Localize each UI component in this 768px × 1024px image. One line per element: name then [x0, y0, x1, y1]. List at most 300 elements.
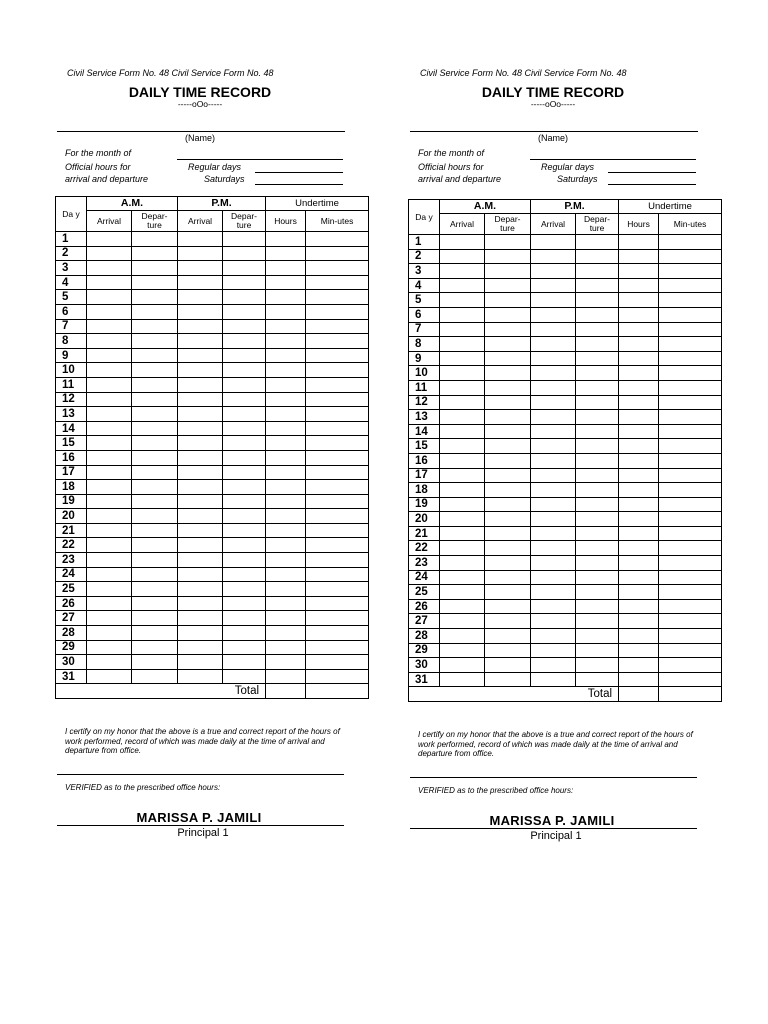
am-arrival-cell[interactable] — [440, 380, 485, 395]
am-departure-cell[interactable] — [132, 538, 178, 553]
am-departure-cell[interactable] — [485, 512, 531, 527]
am-arrival-cell[interactable] — [87, 523, 132, 538]
pm-arrival-cell[interactable] — [178, 523, 223, 538]
am-departure-cell[interactable] — [485, 453, 531, 468]
am-departure-cell[interactable] — [132, 611, 178, 626]
am-departure-cell[interactable] — [132, 377, 178, 392]
am-arrival-cell[interactable] — [87, 494, 132, 509]
am-departure-cell[interactable] — [132, 275, 178, 290]
undertime-hours-cell[interactable] — [619, 235, 659, 250]
undertime-hours-cell[interactable] — [266, 348, 306, 363]
pm-arrival-cell[interactable] — [531, 629, 576, 644]
am-departure-cell[interactable] — [132, 596, 178, 611]
undertime-minutes-cell[interactable] — [659, 541, 722, 556]
undertime-minutes-cell[interactable] — [659, 468, 722, 483]
am-arrival-cell[interactable] — [440, 249, 485, 264]
am-arrival-cell[interactable] — [87, 450, 132, 465]
undertime-minutes-cell[interactable] — [306, 582, 369, 597]
undertime-minutes-cell[interactable] — [306, 465, 369, 480]
am-departure-cell[interactable] — [132, 582, 178, 597]
undertime-minutes-cell[interactable] — [306, 567, 369, 582]
undertime-minutes-cell[interactable] — [306, 626, 369, 641]
am-departure-cell[interactable] — [485, 410, 531, 425]
am-arrival-cell[interactable] — [440, 235, 485, 250]
am-departure-cell[interactable] — [485, 497, 531, 512]
regular-days-field[interactable] — [608, 172, 696, 173]
undertime-hours-cell[interactable] — [266, 377, 306, 392]
pm-departure-cell[interactable] — [576, 585, 619, 600]
undertime-minutes-cell[interactable] — [659, 307, 722, 322]
undertime-minutes-cell[interactable] — [306, 421, 369, 436]
am-arrival-cell[interactable] — [440, 351, 485, 366]
undertime-hours-cell[interactable] — [619, 322, 659, 337]
am-departure-cell[interactable] — [132, 392, 178, 407]
pm-departure-cell[interactable] — [223, 611, 266, 626]
am-arrival-cell[interactable] — [87, 655, 132, 670]
pm-departure-cell[interactable] — [223, 436, 266, 451]
pm-arrival-cell[interactable] — [178, 304, 223, 319]
undertime-hours-cell[interactable] — [266, 509, 306, 524]
pm-arrival-cell[interactable] — [531, 468, 576, 483]
am-departure-cell[interactable] — [132, 450, 178, 465]
pm-departure-cell[interactable] — [576, 293, 619, 308]
undertime-hours-cell[interactable] — [266, 334, 306, 349]
undertime-minutes-cell[interactable] — [306, 319, 369, 334]
undertime-minutes-cell[interactable] — [659, 351, 722, 366]
undertime-hours-cell[interactable] — [619, 307, 659, 322]
undertime-minutes-cell[interactable] — [659, 424, 722, 439]
undertime-hours-cell[interactable] — [619, 468, 659, 483]
total-minutes-cell[interactable] — [306, 684, 369, 699]
undertime-hours-cell[interactable] — [619, 439, 659, 454]
undertime-hours-cell[interactable] — [619, 585, 659, 600]
am-arrival-cell[interactable] — [87, 392, 132, 407]
pm-departure-cell[interactable] — [576, 541, 619, 556]
am-arrival-cell[interactable] — [440, 643, 485, 658]
undertime-minutes-cell[interactable] — [306, 275, 369, 290]
undertime-hours-cell[interactable] — [266, 261, 306, 276]
am-arrival-cell[interactable] — [87, 377, 132, 392]
am-arrival-cell[interactable] — [87, 319, 132, 334]
undertime-minutes-cell[interactable] — [306, 611, 369, 626]
pm-arrival-cell[interactable] — [178, 465, 223, 480]
am-arrival-cell[interactable] — [87, 232, 132, 247]
pm-departure-cell[interactable] — [576, 570, 619, 585]
undertime-hours-cell[interactable] — [619, 337, 659, 352]
pm-departure-cell[interactable] — [223, 450, 266, 465]
am-departure-cell[interactable] — [485, 249, 531, 264]
am-departure-cell[interactable] — [132, 363, 178, 378]
am-arrival-cell[interactable] — [87, 538, 132, 553]
pm-departure-cell[interactable] — [223, 319, 266, 334]
pm-departure-cell[interactable] — [576, 614, 619, 629]
pm-arrival-cell[interactable] — [531, 570, 576, 585]
am-arrival-cell[interactable] — [87, 582, 132, 597]
pm-arrival-cell[interactable] — [531, 599, 576, 614]
am-departure-cell[interactable] — [485, 351, 531, 366]
pm-arrival-cell[interactable] — [531, 337, 576, 352]
am-arrival-cell[interactable] — [87, 567, 132, 582]
total-hours-cell[interactable] — [619, 687, 659, 702]
am-departure-cell[interactable] — [485, 570, 531, 585]
am-arrival-cell[interactable] — [440, 585, 485, 600]
pm-arrival-cell[interactable] — [178, 363, 223, 378]
am-departure-cell[interactable] — [132, 465, 178, 480]
undertime-hours-cell[interactable] — [266, 363, 306, 378]
pm-arrival-cell[interactable] — [531, 512, 576, 527]
pm-departure-cell[interactable] — [223, 669, 266, 684]
am-departure-cell[interactable] — [132, 640, 178, 655]
pm-departure-cell[interactable] — [576, 672, 619, 687]
pm-departure-cell[interactable] — [576, 643, 619, 658]
am-departure-cell[interactable] — [485, 380, 531, 395]
pm-arrival-cell[interactable] — [178, 319, 223, 334]
am-arrival-cell[interactable] — [87, 246, 132, 261]
pm-arrival-cell[interactable] — [531, 235, 576, 250]
undertime-minutes-cell[interactable] — [306, 407, 369, 422]
undertime-minutes-cell[interactable] — [306, 553, 369, 568]
am-departure-cell[interactable] — [132, 655, 178, 670]
pm-departure-cell[interactable] — [223, 421, 266, 436]
undertime-hours-cell[interactable] — [619, 366, 659, 381]
undertime-minutes-cell[interactable] — [659, 235, 722, 250]
pm-arrival-cell[interactable] — [178, 232, 223, 247]
undertime-minutes-cell[interactable] — [306, 596, 369, 611]
pm-arrival-cell[interactable] — [178, 494, 223, 509]
undertime-minutes-cell[interactable] — [659, 497, 722, 512]
pm-departure-cell[interactable] — [223, 509, 266, 524]
employee-signature-line[interactable] — [57, 774, 344, 775]
am-arrival-cell[interactable] — [87, 480, 132, 495]
am-arrival-cell[interactable] — [440, 293, 485, 308]
undertime-hours-cell[interactable] — [266, 596, 306, 611]
undertime-minutes-cell[interactable] — [306, 392, 369, 407]
name-field[interactable] — [57, 131, 345, 132]
undertime-hours-cell[interactable] — [266, 640, 306, 655]
undertime-minutes-cell[interactable] — [306, 480, 369, 495]
undertime-hours-cell[interactable] — [619, 351, 659, 366]
pm-arrival-cell[interactable] — [531, 307, 576, 322]
pm-arrival-cell[interactable] — [178, 334, 223, 349]
am-arrival-cell[interactable] — [440, 322, 485, 337]
undertime-hours-cell[interactable] — [266, 436, 306, 451]
undertime-minutes-cell[interactable] — [659, 395, 722, 410]
undertime-hours-cell[interactable] — [619, 614, 659, 629]
pm-arrival-cell[interactable] — [531, 614, 576, 629]
pm-departure-cell[interactable] — [576, 249, 619, 264]
pm-arrival-cell[interactable] — [531, 249, 576, 264]
undertime-hours-cell[interactable] — [619, 497, 659, 512]
pm-departure-cell[interactable] — [576, 278, 619, 293]
pm-arrival-cell[interactable] — [531, 264, 576, 279]
undertime-hours-cell[interactable] — [619, 380, 659, 395]
undertime-minutes-cell[interactable] — [659, 483, 722, 498]
undertime-hours-cell[interactable] — [619, 395, 659, 410]
undertime-hours-cell[interactable] — [619, 526, 659, 541]
am-arrival-cell[interactable] — [87, 407, 132, 422]
undertime-hours-cell[interactable] — [266, 450, 306, 465]
undertime-minutes-cell[interactable] — [659, 672, 722, 687]
am-departure-cell[interactable] — [132, 523, 178, 538]
undertime-hours-cell[interactable] — [266, 319, 306, 334]
pm-departure-cell[interactable] — [223, 377, 266, 392]
undertime-minutes-cell[interactable] — [306, 363, 369, 378]
undertime-minutes-cell[interactable] — [659, 264, 722, 279]
pm-departure-cell[interactable] — [223, 334, 266, 349]
am-departure-cell[interactable] — [132, 348, 178, 363]
pm-departure-cell[interactable] — [576, 658, 619, 673]
pm-departure-cell[interactable] — [223, 494, 266, 509]
am-departure-cell[interactable] — [485, 672, 531, 687]
am-departure-cell[interactable] — [485, 264, 531, 279]
undertime-hours-cell[interactable] — [619, 264, 659, 279]
am-departure-cell[interactable] — [485, 366, 531, 381]
am-departure-cell[interactable] — [132, 480, 178, 495]
pm-departure-cell[interactable] — [223, 407, 266, 422]
am-arrival-cell[interactable] — [440, 512, 485, 527]
am-arrival-cell[interactable] — [440, 468, 485, 483]
am-arrival-cell[interactable] — [440, 570, 485, 585]
am-arrival-cell[interactable] — [440, 337, 485, 352]
am-departure-cell[interactable] — [132, 304, 178, 319]
am-departure-cell[interactable] — [132, 436, 178, 451]
am-departure-cell[interactable] — [485, 424, 531, 439]
am-arrival-cell[interactable] — [87, 596, 132, 611]
pm-arrival-cell[interactable] — [531, 293, 576, 308]
pm-departure-cell[interactable] — [223, 553, 266, 568]
am-arrival-cell[interactable] — [440, 307, 485, 322]
regular-days-field[interactable] — [255, 172, 343, 173]
pm-arrival-cell[interactable] — [531, 453, 576, 468]
undertime-hours-cell[interactable] — [266, 553, 306, 568]
undertime-minutes-cell[interactable] — [306, 348, 369, 363]
undertime-hours-cell[interactable] — [266, 480, 306, 495]
pm-departure-cell[interactable] — [576, 337, 619, 352]
pm-departure-cell[interactable] — [223, 465, 266, 480]
undertime-minutes-cell[interactable] — [659, 337, 722, 352]
undertime-minutes-cell[interactable] — [306, 523, 369, 538]
pm-arrival-cell[interactable] — [178, 261, 223, 276]
pm-arrival-cell[interactable] — [531, 424, 576, 439]
undertime-minutes-cell[interactable] — [659, 366, 722, 381]
am-departure-cell[interactable] — [132, 494, 178, 509]
am-arrival-cell[interactable] — [440, 424, 485, 439]
pm-departure-cell[interactable] — [576, 380, 619, 395]
am-arrival-cell[interactable] — [87, 553, 132, 568]
pm-departure-cell[interactable] — [223, 567, 266, 582]
pm-departure-cell[interactable] — [223, 275, 266, 290]
pm-departure-cell[interactable] — [576, 410, 619, 425]
am-departure-cell[interactable] — [485, 307, 531, 322]
pm-departure-cell[interactable] — [576, 235, 619, 250]
am-arrival-cell[interactable] — [440, 366, 485, 381]
undertime-hours-cell[interactable] — [619, 424, 659, 439]
am-arrival-cell[interactable] — [87, 421, 132, 436]
undertime-hours-cell[interactable] — [266, 290, 306, 305]
undertime-minutes-cell[interactable] — [306, 669, 369, 684]
am-departure-cell[interactable] — [132, 567, 178, 582]
undertime-hours-cell[interactable] — [619, 599, 659, 614]
undertime-minutes-cell[interactable] — [659, 293, 722, 308]
am-arrival-cell[interactable] — [440, 278, 485, 293]
undertime-hours-cell[interactable] — [619, 629, 659, 644]
pm-arrival-cell[interactable] — [531, 410, 576, 425]
undertime-hours-cell[interactable] — [619, 278, 659, 293]
pm-departure-cell[interactable] — [223, 363, 266, 378]
undertime-minutes-cell[interactable] — [659, 380, 722, 395]
undertime-minutes-cell[interactable] — [659, 556, 722, 571]
undertime-minutes-cell[interactable] — [306, 246, 369, 261]
am-arrival-cell[interactable] — [440, 483, 485, 498]
pm-arrival-cell[interactable] — [531, 643, 576, 658]
pm-departure-cell[interactable] — [223, 523, 266, 538]
am-departure-cell[interactable] — [132, 626, 178, 641]
pm-departure-cell[interactable] — [223, 348, 266, 363]
undertime-hours-cell[interactable] — [619, 541, 659, 556]
undertime-minutes-cell[interactable] — [306, 436, 369, 451]
undertime-hours-cell[interactable] — [266, 421, 306, 436]
pm-arrival-cell[interactable] — [178, 480, 223, 495]
undertime-hours-cell[interactable] — [619, 643, 659, 658]
undertime-hours-cell[interactable] — [266, 392, 306, 407]
am-departure-cell[interactable] — [485, 322, 531, 337]
am-departure-cell[interactable] — [485, 658, 531, 673]
pm-arrival-cell[interactable] — [531, 556, 576, 571]
undertime-hours-cell[interactable] — [266, 232, 306, 247]
am-departure-cell[interactable] — [485, 278, 531, 293]
total-minutes-cell[interactable] — [659, 687, 722, 702]
undertime-hours-cell[interactable] — [266, 407, 306, 422]
pm-arrival-cell[interactable] — [531, 672, 576, 687]
am-arrival-cell[interactable] — [440, 453, 485, 468]
pm-departure-cell[interactable] — [223, 626, 266, 641]
pm-arrival-cell[interactable] — [178, 553, 223, 568]
am-departure-cell[interactable] — [485, 585, 531, 600]
am-departure-cell[interactable] — [485, 395, 531, 410]
undertime-hours-cell[interactable] — [266, 275, 306, 290]
am-departure-cell[interactable] — [132, 290, 178, 305]
undertime-minutes-cell[interactable] — [306, 261, 369, 276]
undertime-minutes-cell[interactable] — [306, 304, 369, 319]
undertime-minutes-cell[interactable] — [659, 512, 722, 527]
undertime-hours-cell[interactable] — [619, 453, 659, 468]
pm-departure-cell[interactable] — [223, 232, 266, 247]
undertime-minutes-cell[interactable] — [659, 585, 722, 600]
pm-departure-cell[interactable] — [576, 453, 619, 468]
pm-departure-cell[interactable] — [576, 424, 619, 439]
pm-departure-cell[interactable] — [576, 629, 619, 644]
am-departure-cell[interactable] — [485, 483, 531, 498]
pm-arrival-cell[interactable] — [178, 421, 223, 436]
undertime-minutes-cell[interactable] — [659, 249, 722, 264]
pm-arrival-cell[interactable] — [531, 483, 576, 498]
pm-arrival-cell[interactable] — [531, 322, 576, 337]
am-arrival-cell[interactable] — [87, 275, 132, 290]
pm-departure-cell[interactable] — [576, 439, 619, 454]
pm-departure-cell[interactable] — [223, 582, 266, 597]
undertime-minutes-cell[interactable] — [306, 450, 369, 465]
am-arrival-cell[interactable] — [440, 264, 485, 279]
am-departure-cell[interactable] — [132, 669, 178, 684]
pm-arrival-cell[interactable] — [531, 585, 576, 600]
pm-arrival-cell[interactable] — [178, 669, 223, 684]
undertime-minutes-cell[interactable] — [306, 377, 369, 392]
pm-arrival-cell[interactable] — [531, 351, 576, 366]
undertime-hours-cell[interactable] — [266, 523, 306, 538]
undertime-hours-cell[interactable] — [266, 611, 306, 626]
pm-departure-cell[interactable] — [576, 556, 619, 571]
pm-arrival-cell[interactable] — [178, 582, 223, 597]
pm-departure-cell[interactable] — [223, 290, 266, 305]
am-departure-cell[interactable] — [485, 526, 531, 541]
am-departure-cell[interactable] — [132, 319, 178, 334]
undertime-minutes-cell[interactable] — [659, 526, 722, 541]
undertime-minutes-cell[interactable] — [659, 614, 722, 629]
undertime-hours-cell[interactable] — [619, 512, 659, 527]
am-departure-cell[interactable] — [485, 235, 531, 250]
undertime-minutes-cell[interactable] — [659, 278, 722, 293]
am-departure-cell[interactable] — [485, 643, 531, 658]
pm-departure-cell[interactable] — [223, 538, 266, 553]
pm-departure-cell[interactable] — [223, 596, 266, 611]
am-arrival-cell[interactable] — [440, 541, 485, 556]
undertime-minutes-cell[interactable] — [306, 494, 369, 509]
undertime-minutes-cell[interactable] — [306, 290, 369, 305]
employee-signature-line[interactable] — [410, 777, 697, 778]
undertime-minutes-cell[interactable] — [659, 439, 722, 454]
pm-departure-cell[interactable] — [576, 264, 619, 279]
undertime-hours-cell[interactable] — [619, 293, 659, 308]
undertime-hours-cell[interactable] — [266, 494, 306, 509]
undertime-hours-cell[interactable] — [619, 249, 659, 264]
pm-departure-cell[interactable] — [223, 261, 266, 276]
undertime-minutes-cell[interactable] — [306, 334, 369, 349]
am-arrival-cell[interactable] — [87, 640, 132, 655]
undertime-hours-cell[interactable] — [619, 410, 659, 425]
undertime-hours-cell[interactable] — [266, 626, 306, 641]
undertime-minutes-cell[interactable] — [659, 322, 722, 337]
pm-departure-cell[interactable] — [576, 468, 619, 483]
pm-departure-cell[interactable] — [576, 483, 619, 498]
undertime-minutes-cell[interactable] — [659, 658, 722, 673]
am-departure-cell[interactable] — [132, 407, 178, 422]
undertime-minutes-cell[interactable] — [306, 509, 369, 524]
pm-departure-cell[interactable] — [576, 497, 619, 512]
am-departure-cell[interactable] — [485, 468, 531, 483]
am-arrival-cell[interactable] — [87, 363, 132, 378]
am-arrival-cell[interactable] — [440, 556, 485, 571]
am-arrival-cell[interactable] — [87, 611, 132, 626]
am-departure-cell[interactable] — [132, 232, 178, 247]
am-arrival-cell[interactable] — [440, 439, 485, 454]
undertime-minutes-cell[interactable] — [306, 640, 369, 655]
pm-departure-cell[interactable] — [223, 655, 266, 670]
am-arrival-cell[interactable] — [440, 526, 485, 541]
am-arrival-cell[interactable] — [440, 410, 485, 425]
undertime-hours-cell[interactable] — [619, 570, 659, 585]
pm-arrival-cell[interactable] — [178, 509, 223, 524]
month-field[interactable] — [177, 159, 343, 160]
am-arrival-cell[interactable] — [440, 395, 485, 410]
undertime-hours-cell[interactable] — [266, 465, 306, 480]
am-departure-cell[interactable] — [485, 337, 531, 352]
undertime-hours-cell[interactable] — [266, 538, 306, 553]
undertime-hours-cell[interactable] — [619, 556, 659, 571]
pm-departure-cell[interactable] — [576, 512, 619, 527]
am-departure-cell[interactable] — [132, 509, 178, 524]
undertime-minutes-cell[interactable] — [659, 629, 722, 644]
pm-arrival-cell[interactable] — [531, 497, 576, 512]
